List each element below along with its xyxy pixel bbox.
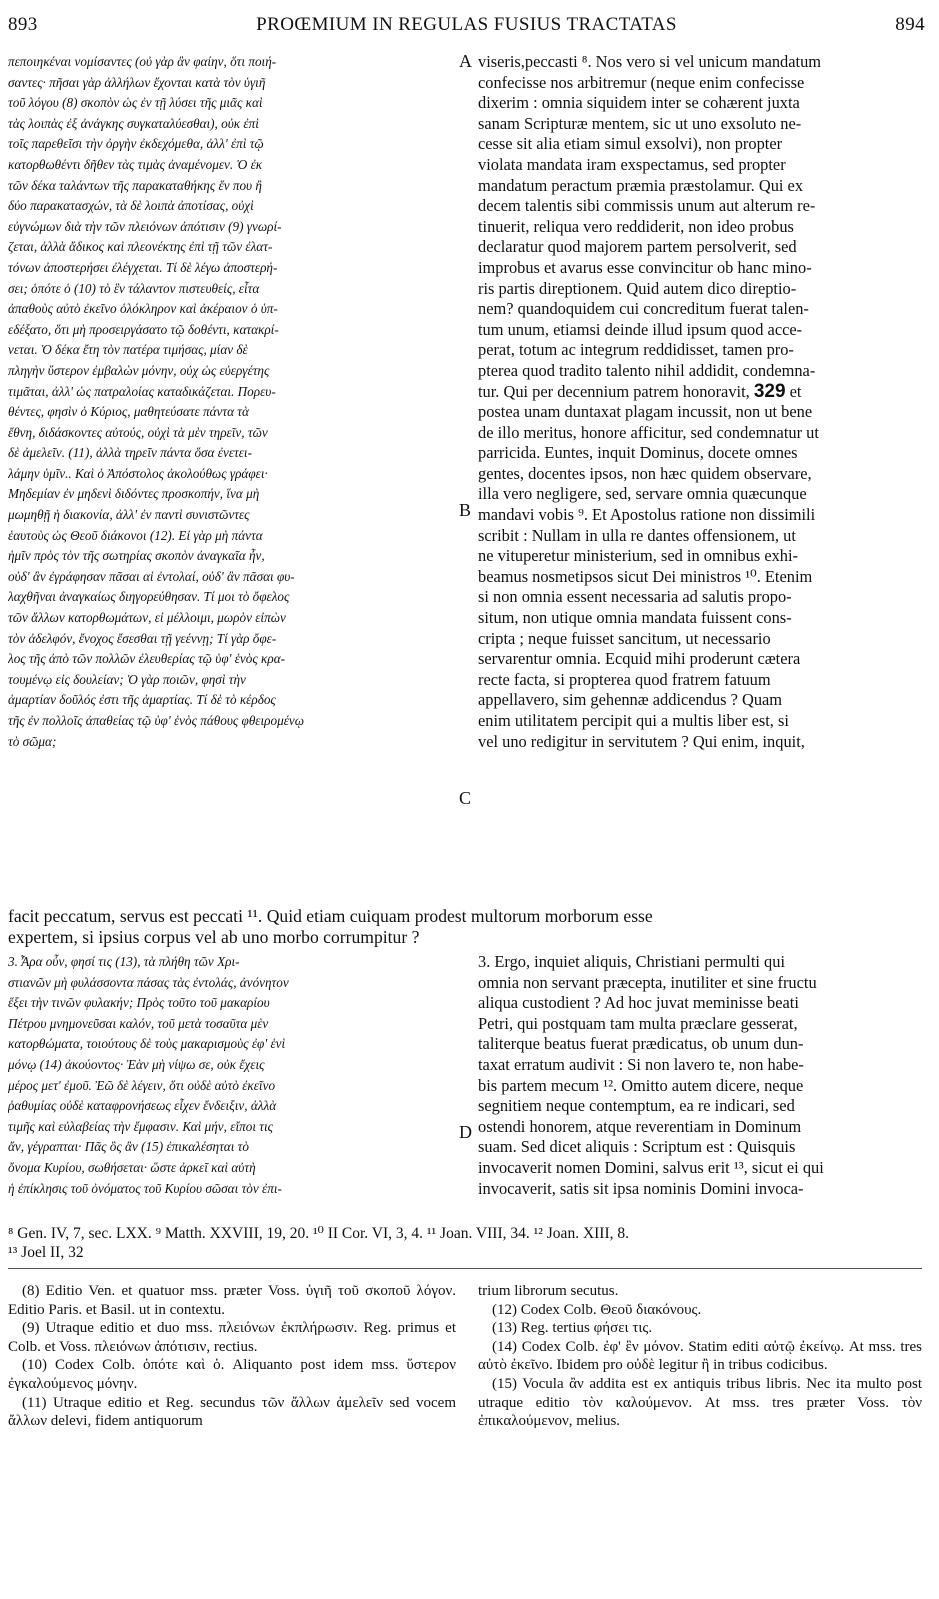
greek-line: μόνῳ (14) ἀκούοντος· Ἐὰν μὴ νίψω σε, οὐκ ἔχεις [8,1056,265,1072]
footnote-line: ⁸ Gen. IV, 7, sec. LXX. ⁹ Matth. XXVIII, 19, 20. ¹⁰ II Cor. VI, 3, 4. ¹¹ Joan. VIII, 34. ¹² Joan. XIII, 8. [8,1225,629,1242]
footnote-divider [8,1268,922,1269]
latin-line: confecisse nos arbitremur (neque enim confecisse [478,72,805,92]
latin-line: pterea quod tradito talento nihil addidit, condemna- [478,360,816,380]
latin-column-section-3 [478,952,922,1199]
greek-line: δύο παρακατασχών, τὰ δὲ λοιπὰ ἀποτίσας, οὐχὶ [8,198,254,214]
latin-line: suam. Sed dicet aliquis : Scriptum est : Quisquis [478,1137,796,1157]
greek-line: τὸν ἀδελφόν, ἔνοχος ἔσεσθαι τῇ γεέννῃ; Τί γὰρ ὄφε- [8,630,277,646]
greek-line: ἁμαρτίαν δοῦλός ἐστι τῆς ἁμαρτίας. Τί δὲ τὸ κέρδος [8,692,276,708]
greek-line: νεται. Ὁ δέκα ἔτη τὸν πατέρα τιμήσας, μίαν δὲ [8,342,248,358]
greek-line: ἡμῖν πρὸς τὸν τῆς σωτηρίας σκοπὸν ἀναγκαῖα ἦν, [8,548,265,564]
latin-line: 3. Ergo, inquiet aliquis, Christiani permulti qui [478,952,785,971]
latin-line: si non omnia essent necessaria ad salutis propo- [478,587,792,607]
margin-letter-c: C [459,788,472,808]
greek-line: σει; ὁπότε ὁ (10) τὸ ἓν τάλαντον πιστευθείς, εἶτα [8,280,260,296]
latin-line: ne vituperetur ministerium, sed in omnibus exhi- [478,546,799,566]
latin-line: illa vero negligere, sed, servare omnia quæcunque [478,484,807,504]
latin-line: recte facta, si propterea quod fratrem fatuum [478,669,771,689]
greek-line: κατορθωθέντι δῆθεν τὰς τιμὰς ἀναμένομεν. Ὁ ἐκ [8,156,263,172]
latin-line: beamus nosmetipsos sicut Dei ministros ¹⁰. Etenim [478,566,813,586]
latin-line: violata mandata iram exspectamus, sed propter [478,154,786,174]
textual-note: (14) Codex Colb. ἐφ' ἓν μόνον. Statim editi αὐτῷ ἐκείνῳ. At mss. tres αὐτὸ ἐκεῖνο. Ibidem pro οὐδὲ legitur ἢ in tribus codicibus. [478,1338,922,1374]
latin-line: aliqua custodient ? Ad hoc juvat meminisse beati [478,993,799,1013]
latin-line: dixerim : omnia siquidem inter se cohærent juxta [478,93,800,113]
latin-line: cesse sit alia etiam simul exsolvi), non propter [478,134,783,154]
latin-line: tinuerit, reliqua vero reddiderit, non ideo probus [478,216,794,236]
textual-note: (9) Utraque editio et duo mss. πλειόνων ἐκπλήρωσιν. Reg. primus et Colb. et Voss. πλειόνων ἀπότισιν, rectius. [8,1320,456,1355]
latin-line: decem talentis sibi commissis unum aut alterum re- [478,196,816,216]
greek-line: ἄν, γέγραπται· Πᾶς ὃς ἂν (15) ἐπικαλέσηται τὸ [8,1139,249,1155]
latin-line: vel uno redigitur in servitutem ? Qui enim, inquit, [478,731,805,751]
textual-note: (15) Vocula ἂν addita est ex antiquis tribus libris. Nec ita multo post utraque editio τὸν καλούμενον. At mss. tres præter Voss. τὸν ἐπικαλούμενον, melius. [478,1375,922,1430]
greek-line: κατορθώματα, τοιούτους δὲ τοὺς μακαρισμοὺς ἐφ' ἑνὶ [8,1036,286,1052]
greek-line: Μηδεμίαν ἐν μηδενὶ διδόντες προσκοπήν, ἵνα μὴ [8,486,260,502]
greek-line: τουμένῳ εἰς δουλείαν; Ὁ γὰρ ποιῶν, φησὶ τὴν [8,671,246,687]
textual-note: (13) Reg. tertius φήσει τις. [492,1320,653,1337]
latin-line: nem? quandoquidem cui concreditum fuerat talen- [478,299,809,319]
page-number-left: 893 [8,14,38,35]
latin-line: mandatum peractum præmia præstolamur. Qui ex [478,175,804,195]
greek-line: τόνων ἀποστερήσει ἐλέγχεται. Τί δὲ λέγω ἀποστερή- [8,259,278,275]
textual-note: trium librorum secutus. [478,1283,619,1299]
latin-line: servarentur omnia. Ecquid mihi proderunt cætera [478,649,801,669]
latin-line: cripta ; neque fuisset sancitum, ut necessario [478,628,771,648]
greek-line: λος τῆς ἀπὸ τῶν πολλῶν ἐλευθερίας τῷ ὑφ' ἑνὸς κρα- [8,651,286,667]
latin-line: invocaverit nomen Domini, salvus erit ¹³, sicut ei qui [478,1157,824,1177]
greek-line: εδέξατο, ὅτι μὴ προσειργάσατο τῷ δοθέντι, κατακρί- [8,321,279,337]
greek-line: εὐγνώμων διὰ τὴν τῶν πλειόνων ἀπότισιν (9) γνωρί- [8,218,282,234]
textual-notes-left [8,1282,456,1431]
greek-line: σαντες· πῆσαι γὰρ ἀλλήλων ἔχονται κατὰ τὸν ὑγιῆ [8,74,266,90]
margin-letter-b: B [459,500,472,520]
textual-notes-right [478,1282,922,1431]
margin-letter-d: D [459,1122,472,1142]
greek-column-section-3 [8,952,456,1199]
latin-line: viseris,peccasti ⁸. Nos vero si vel unicum mandatum [478,52,822,71]
greek-column-top [8,52,456,752]
greek-line: τιμῆς καὶ εὐλαβείας τὴν ἔμφασιν. Καὶ μήν, εἴποι τις [8,1118,274,1134]
latin-line: declaratur quod majorem partem persolverit, sed [478,237,797,257]
latin-line: mandavi vobis ⁹. Et Apostolus ratione non dissimili [478,505,816,525]
latin-line: scribit : Nullam in ulla re dantes offensionem, ut [478,525,796,545]
textual-note: (12) Codex Colb. Θεοῦ διακόνους. [492,1301,702,1318]
greek-line: λάμην ὑμῖν.. Καὶ ὁ Ἀπόστολος ἀκολούθως γράφει· [8,465,268,481]
greek-line: τιμᾶται, ἀλλ' ὡς πατραλοίας καταδικάζεται. Πορευ- [8,383,276,399]
latin-line: perat, totum ac integrum reddidisset, tamen pro- [478,340,794,360]
greek-line: τῶν ἄλλων κατορθωμάτων, εἰ μέλλοιμι, μωρὸν εἰπὼν [8,610,286,626]
page-header [8,14,925,40]
latin-line: taxat erratum audivit : Si non lavero te, non habe- [478,1054,804,1074]
greek-line: θέντες, φησὶν ὁ Κύριος, μαθητεύσατε πάντα τὰ [8,404,249,420]
latin-line: invocaverit, satis sit ipsa nominis Domini invoca- [478,1178,804,1198]
textual-note: (11) Utraque editio et Reg. secundus τῶν ἄλλων ἀμελεῖν sed vocem ἄλλων delevi, fidem antiquorum [8,1394,456,1430]
latin-line: tum unum, etiamsi deinde illud ipsum quod acce- [478,319,803,339]
greek-line: μέρος μετ' ἐμοῦ. Ἐῶ δὲ λέγειν, ὅτι οὐδὲ αὐτὸ ἐκεῖνο [8,1077,276,1093]
latin-line: ostendi honorem, atque reverentiam in Dominum [478,1116,802,1136]
greek-line: τῆς ἐν πολλοῖς ἀπαθείας τῷ ὑφ' ἑνὸς πάθους φθειρομένῳ [8,713,305,728]
latin-line: gentes, docentes ipsos, non hæc quidem observare, [478,463,812,483]
greek-line: ἀπαθοὺς αὐτὸ ἐκεῖνο ὁλόκληρον καὶ ἀκέραιον ὁ ὑπ- [8,301,278,317]
greek-line: λαχθῆναι ἀναγκαίως διηγορεύθησαν. Τί μοι τὸ ὄφελος [8,589,290,605]
textual-note: (10) Codex Colb. ὁπότε καὶ ὁ. Aliquanto post idem mss. ὕστερον ἐγκαλούμενος μόνην. [8,1357,456,1392]
spanning-line: facit peccatum, servus est peccati ¹¹. Quid etiam cuiquam prodest multorum morborum esse [8,906,653,926]
greek-line: τοῦ λόγου (8) σκοπὸν ὡς ἐν τῇ λύσει τῆς μιᾶς καὶ [8,95,263,111]
latin-line: tur. Qui per decennium patrem honoravit, 329 et [478,381,802,402]
latin-line: appellavero, sim gehennæ addicendus ? Quam [478,690,783,710]
greek-line: τὰς λοιπὰς ἐξ ἀνάγκης συγκαταλύεσθαι), οὐκ ἐπὶ [8,115,259,131]
greek-line: τῶν δέκα ταλάντων τῆς παρακαταθήκης ἕν που ἢ [8,177,262,193]
spanning-line: expertem, si ipsius corpus vel ab uno morbo corrumpitur ? [8,927,420,947]
greek-line: τοῖς παρεθεῖσι τὴν ὀργὴν ἐκδεχόμεθα, ἀλλ' ἐπὶ τῷ [8,136,264,152]
latin-line: enim utilitatem percipit qui a multis liber est, si [478,711,789,730]
greek-line: ὄνομα Κυρίου, σωθήσεται· ὥστε ἀρκεῖ καὶ αὐτὴ [8,1159,256,1175]
greek-line: τὸ σῶμα; [8,733,57,749]
greek-line: ἡ ἐπίκλησις τοῦ ὀνόματος τοῦ Κυρίου σῶσαι τὸν ἐπι- [8,1180,282,1196]
greek-line: ἑαυτοὺς ὡς Θεοῦ διάκονοι (12). Εἰ γὰρ μὴ πάντα [8,527,263,543]
column-number: 329 [753,381,786,402]
running-title: PROŒMIUM IN REGULAS FUSIUS TRACTATAS [256,14,677,35]
greek-line: ἕξει τὴν τινῶν φυλακήν; Πρὸς τοῦτο τοῦ μακαρίου [8,995,270,1011]
latin-line: omnia non servant præcepta, inutiliter et sine fructu [478,972,817,992]
greek-line: στιανῶν μὴ φυλάσσοντα πάσας τὰς ἐντολάς, ἀνόνητον [8,974,289,990]
latin-line: improbus et avarus esse convincitur ob hanc mino- [478,257,812,277]
latin-line: segnitiem neque contemptum, ea re indicari, sed [478,1096,795,1116]
greek-line: μωμηθῇ ἡ διακονία, ἀλλ' ἐν παντὶ συνιστῶντες [8,507,250,523]
greek-line: Πέτρου μνημονεῦσαι καλόν, τοῦ μετὰ τοσαῦτα μὲν [8,1015,269,1031]
greek-line: ἔθνη, διδάσκοντες αὐτούς, οὐχὶ τὰ μὲν τηρεῖν, τῶν [8,424,268,440]
spanning-text [8,906,922,948]
latin-line: postea unam duntaxat plagam incussit, non ut bene [478,402,813,422]
greek-line: δὲ ἀμελεῖν. (11), ἀλλὰ τηρεῖν πάντα ὅσα ἐνετει- [8,445,252,461]
latin-line: situm, non utique omnia mandata fuissent cons- [478,608,792,628]
latin-line: ris partis direptionem. Quid autem dico direptio- [478,278,797,298]
greek-line: πληγὴν ὕστερον ἐμβαλὼν μόνην, οὐχ ὡς εὐεργέτης [8,362,270,378]
margin-letter-a: A [459,51,472,71]
greek-line: ῥαθυμίας οὐδὲ καταφρονήσεως εἶχεν ἔνδειξιν, ἀλλὰ [8,1098,277,1114]
greek-line: 3. Ἆρα οὖν, φησί τις (13), τὰ πλήθη τῶν Χρι- [8,954,240,969]
latin-line: de illo meritus, honore afficitur, sed condemnatur ut [478,422,819,442]
greek-line: οὐδ' ἂν ἐγράφησαν πᾶσαι αἱ ἐντολαί, οὐδ' ἂν πᾶσαι φυ- [8,568,295,584]
latin-continued-word: et [785,381,802,401]
scripture-footnotes [8,1224,922,1262]
latin-line: Petri, qui postquam tam multa præclare gesserat, [478,1013,798,1033]
latin-line: sanam Scripturæ mentem, sic ut uno exsoluto ne- [478,113,802,133]
greek-line: ζεται, ἀλλὰ ἄδικος καὶ πλεονέκτης ἐπὶ τῇ τῶν ἐλατ- [8,239,273,255]
footnote-line: ¹³ Joel II, 32 [8,1244,84,1261]
page-number-right: 894 [895,14,925,35]
textual-note: (8) Editio Ven. et quatuor mss. præter Voss. ὑγιῆ τοῦ σκοποῦ λόγον. Editio Paris. et Basil. ut in contextu. [8,1283,456,1318]
latin-line: taliterque beatus fuerat prædicatus, ob unum dun- [478,1034,804,1054]
latin-line: parricida. Euntes, inquit Dominus, docete omnes [478,443,798,463]
latin-line: bis partem mecum ¹². Omitto autem dicere, neque [478,1075,804,1095]
latin-column-top [478,52,922,752]
greek-line: πεποιηκέναι νομίσαντες (οὐ γὰρ ἂν φαίην, ὅτι ποιή- [8,54,277,69]
